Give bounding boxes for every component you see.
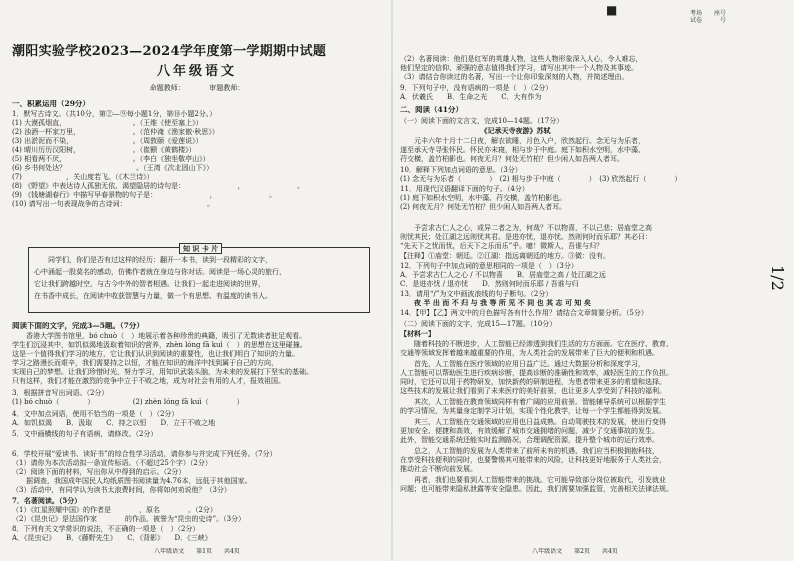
passage-line: 实现自己的梦想。让我们珍惜时光，努力学习，用知识武装头脑，为未来的发展打下坚实的基础。	[12, 368, 313, 376]
passage-line: “先天下之忧而忧，后天下之乐而乐”乎。噫！微斯人，吾谁与归？	[400, 242, 604, 250]
material-heading: 【材料一】	[400, 330, 435, 338]
passage-line: 其次，人工智能在教育领域同样有着广阔的应用前景。智能辅导系统可以根据学生	[400, 398, 666, 406]
question-line: （二）阅读下面的文字，完成15—17题。（10分）	[400, 320, 557, 328]
question-line: 9．下列句子中，没有语病的一项是（ ）（2分）	[400, 84, 553, 92]
question-line: (1) bó chuò（ ） (2) zhèn lóng fā kuì（ ）	[12, 398, 244, 406]
passage-line: 在享受科技便利的同时，也要警惕其可能带来的风险，让科技更好地服务于人类社会，	[400, 456, 666, 464]
question-line: (9) 《钱塘湖春行》中描写早春景物的句子是： ， 。	[12, 191, 277, 199]
page-footer: 八年级语文 第2页 共4页	[532, 548, 618, 555]
question-line: 他们坚定的信仰、顽强的意志值得我们学习，请写出其中一个人物及其事迹。	[400, 64, 638, 72]
question-line: (8) 《野望》中表达诗人孤独无依、渴望隐居的诗句是： ， 。	[12, 182, 305, 190]
passage-line: 随着科技的不断进步，人工智能已经渗透到我们生活的方方面面。它在医疗、教育、	[400, 340, 673, 348]
passage-line: 则忧其民；处江湖之远则忧其君。是进亦忧，退亦忧。然则何时而乐耶？其必曰：	[400, 233, 652, 241]
question-line: (2) 何夜无月？何处无竹柏？但少闲人如吾两人者耳。	[400, 203, 567, 211]
question-line: 12．下列句子中加点词的意思相同的一项是（ ）（3分）	[400, 262, 578, 270]
passage-line: 遂至承天寺寻张怀民。怀民亦未寝，相与步于中庭。庭下如积水空明，水中藻、	[400, 146, 645, 154]
passage-line: 再者，我们也要看到人工智能带来的挑战。它可能导致部分岗位被取代，引发就业	[400, 476, 666, 484]
question-line: （2）阅读下面的材料，写出你从中得到的启示。（2分）	[12, 468, 186, 476]
question-line: A．伏羲氏 B．生命之光 C．大有作为	[400, 93, 542, 101]
card-text: 在书香中成长，在阅读中收获智慧与力量，做一个有思想、有温度的读书人。	[34, 292, 272, 300]
question-line: (7) ，关山度若飞。（《木兰诗》）	[12, 173, 154, 181]
question-line: （2）名著阅读：他们是红军的英雄人物，这些人物形象深入人心，令人难忘，	[400, 55, 643, 63]
page-indicator: 1/2	[768, 265, 787, 291]
scan-mark: ■	[606, 3, 618, 17]
question-line: （1）《红星照耀中国》的作者是 ，原名 。（2分）	[12, 506, 217, 514]
passage-line: 学生们沉浸其中，如饥似渴地汲取着知识的营养，zhèn lóng fā kuì（ ）的思想在这里碰撞。	[12, 341, 307, 349]
question-line: 14．【甲】【乙】两文中的月色描写各有什么作用？请结合文章简要分析。（5分）	[400, 309, 648, 317]
passage-line: 学习之路漫长而艰辛，我们需要持之以恒，才能在知识的海洋中找到属于自己的方向，	[12, 359, 278, 367]
question-line: 4．文中加点词语，使用不恰当的一项是（ ）（2分）	[12, 410, 179, 418]
card-text: 心中涌起一股莫名的感动，仿佛作者就在身边与你对话。阅读是一场心灵的旅行，	[34, 268, 286, 276]
answer-line	[400, 494, 750, 502]
question-line: A．《昆虫记》 B．《藤野先生》 C．《背影》 D．《三峡》	[12, 534, 212, 542]
passage-line: 的学习情况，为其量身定制学习计划，实现个性化教学，让每一个学生都能得到发展。	[400, 407, 666, 415]
stamp-line: 试卷 号	[690, 17, 727, 24]
question-line: (5) 相看两不厌， 。（李白《独坐敬亭山》）	[12, 155, 210, 163]
question-line: 8．下列有关文学常识的说法，不正确的一项是（ ）（2分）	[12, 525, 200, 533]
question-line: （3）请结合你读过的名著，写出一个让你印象深刻的人物，并简述理由。	[400, 73, 629, 81]
question-line: 3．根据拼音写出词语。（2分）	[12, 389, 109, 397]
answer-line	[400, 212, 750, 220]
passage-line: 问题；也可能带来隐私泄露等安全隐患。因此，我们需要加强监管，完善相关法律法规。	[400, 485, 673, 493]
passage-line: 其三，人工智能在交通领域的应用也日益成熟。自动驾驶技术的发展，使出行变得	[400, 418, 666, 426]
passage-line: 首先，人工智能在医疗领域的应用日益广泛。通过大数据分析和深度学习，	[400, 360, 645, 368]
left-page	[0, 0, 392, 561]
card-text: 同学们，你们是否有过这样的经历：翻开一本书，读到一段精彩的文字，	[34, 256, 272, 264]
question-line: (3) 出淤泥而不染， 。（周敦颐《爱莲说》）	[12, 137, 203, 145]
question-line: A．予尝求古仁人之心 / 不以物喜 B．居庙堂之高 / 处江湖之远	[400, 271, 606, 279]
exam-title: 潮阳实验学校2023—2024学年度第一学期期中试题	[12, 44, 327, 59]
question-line: 11．用现代汉语翻译下面的句子。（4分）	[400, 185, 529, 193]
question-line: （3）活动中，有同学认为读书太浪费时间，你将如何劝说他？（3分）	[12, 486, 231, 494]
section-heading: 二、阅读（41分）	[400, 106, 463, 114]
question-line: (1) 大漠孤烟直， 。（王维《使至塞上》）	[12, 119, 203, 127]
stamp-line: 考场 座号	[690, 10, 727, 17]
passage-line: 总之，人工智能的发展为人类带来了前所未有的机遇，我们应当积极拥抱科技，	[400, 447, 659, 455]
passage-line: 人工智能可以帮助医生进行疾病诊断，提高诊断的准确性和效率，减轻医生的工作负担。	[400, 369, 673, 377]
passage-line: 推动社会不断向前发展。	[400, 465, 477, 473]
passage-line: 这些技术的发展让我们看到了未来医疗的美好前景，也让更多人享受到了科技的福利。	[400, 387, 666, 395]
passage-line: 荇交横，盖竹柏影也。何夜无月？何处无竹柏？但少闲人如吾两人者耳。	[400, 155, 624, 163]
question-line: 5．文中画横线的句子有语病，请修改。（2分）	[12, 430, 158, 438]
question-line: (1) 念无与为乐者（ ） (2) 相与步于中庭（ ） (3) 欣然起行（ ）	[400, 175, 682, 183]
exam-stamp	[690, 10, 790, 24]
exam-authors: 命题教师： 审题教师：	[149, 84, 245, 92]
question-line: (1) 庭下如积水空明，水中藻、荇交横，盖竹柏影也。	[400, 194, 567, 202]
question-line: (2) 浊酒一杯家万里， 。（范仲淹《渔家傲·秋思》）	[12, 128, 219, 136]
question-line: A．如饥似渴 B．汲取 C．持之以恒 D．立于不败之地	[12, 419, 216, 427]
question-line: 6．学校开展“爱读书、读好书”的综合性学习活动，请你参与并完成下列任务。（7分）	[12, 450, 277, 458]
answer-line	[12, 439, 382, 447]
section-heading: 一、积累运用（29分）	[12, 100, 90, 108]
question-line: （一）阅读下面的文言文，完成10—14题。（17分）	[400, 117, 564, 125]
question-line: (4) 晴川历历汉阳树， 。（崔颢《黄鹤楼》）	[12, 146, 196, 154]
card-text: 它让我们跨越时空，与古今中外的智者相遇。让我们一起走进阅读的世界，	[34, 280, 265, 288]
exam-subtitle: 八年级语文	[156, 64, 237, 79]
passage-line: 此外，智能交通系统还能实时监测路况，合理调配资源，提升整个城市的运行效率。	[400, 436, 659, 444]
passage-line: 同时，它还可以用于药物研发，加快新药的研制进程，为患者带来更多的希望和选择。	[400, 378, 666, 386]
question-line: 13．请用“/”为文中画波浪线的句子断句。（2分）	[400, 290, 553, 298]
knowledge-card-title: 知 识 卡 片	[179, 243, 222, 254]
section-heading: 阅读下面的文字，完成3—5题。（7分）	[12, 322, 144, 330]
question-line: (6) 乡书何处达？ 。（王湾《次北固山下》）	[12, 164, 214, 172]
right-page	[392, 0, 794, 561]
note-line: 【注释】①庙堂：朝廷。②江湖：指远离朝廷的地方。③微：没有。	[400, 252, 610, 260]
question-line: 10．解释下列加点词语的意思。（3分）	[400, 166, 522, 174]
passage-line: 只有这样，我们才能在激烈的竞争中立于不败之地，成为对社会有用的人才，报效祖国。	[12, 377, 285, 385]
passage-line: 更加安全、便捷和高效，有效缓解了城市交通拥堵的问题，减少了交通事故的发生。	[400, 427, 659, 435]
question-line: C．是进亦忧 / 退亦忧 D．然则何时而乐耶 / 吾谁与归	[400, 280, 579, 288]
question-line: 据调查，我国成年国民人均纸质图书阅读量为4.76本，远低于其他国家。	[12, 477, 252, 485]
passage-line: 香港大学图书馆里，bó chuò（ ）地展示着各种珍贵的典籍，吸引了无数读者驻足观看。	[12, 332, 307, 340]
question-line: 1．默写古诗文。（共10分，第②—⑨每小题1分，第⑩小题2分。）	[12, 110, 217, 118]
page-footer: 八年级语文 第1页 共4页	[154, 548, 240, 555]
question-line: (10) 请写出一句表现战争的古诗词： 。	[12, 200, 215, 208]
question-line: 夜 半 出 而 不 归 与 我 等 所 见 不 同 也 其 志 可 知 矣	[400, 299, 591, 307]
passage-line: 交通等领域发挥着越来越重要的作用，为人类社会的发展带来了巨大的便利和机遇。	[400, 349, 659, 357]
passage-title: 《记承天寺夜游》苏轼	[400, 127, 551, 135]
passage-line: 这是一个值得我们学习的地方，它让我们认识到阅读的重要性，也让我们明白了知识的力量。	[12, 350, 299, 358]
question-line: （2）《昆虫记》是法国作家 的作品，被誉为“昆虫的史诗”。（3分）	[12, 515, 246, 523]
passage-line: 予尝求古仁人之心，或异二者之为，何哉？不以物喜，不以己悲；居庙堂之高	[400, 224, 652, 232]
passage-line: 元丰六年十月十二日夜，解衣欲睡，月色入户，欣然起行。念无与为乐者，	[400, 137, 645, 145]
question-line: （1）请你为本次活动拟一条宣传标语。（不超过25个字）（2分）	[12, 459, 212, 467]
question-line: 7．名著阅读。（5分）	[12, 497, 82, 505]
